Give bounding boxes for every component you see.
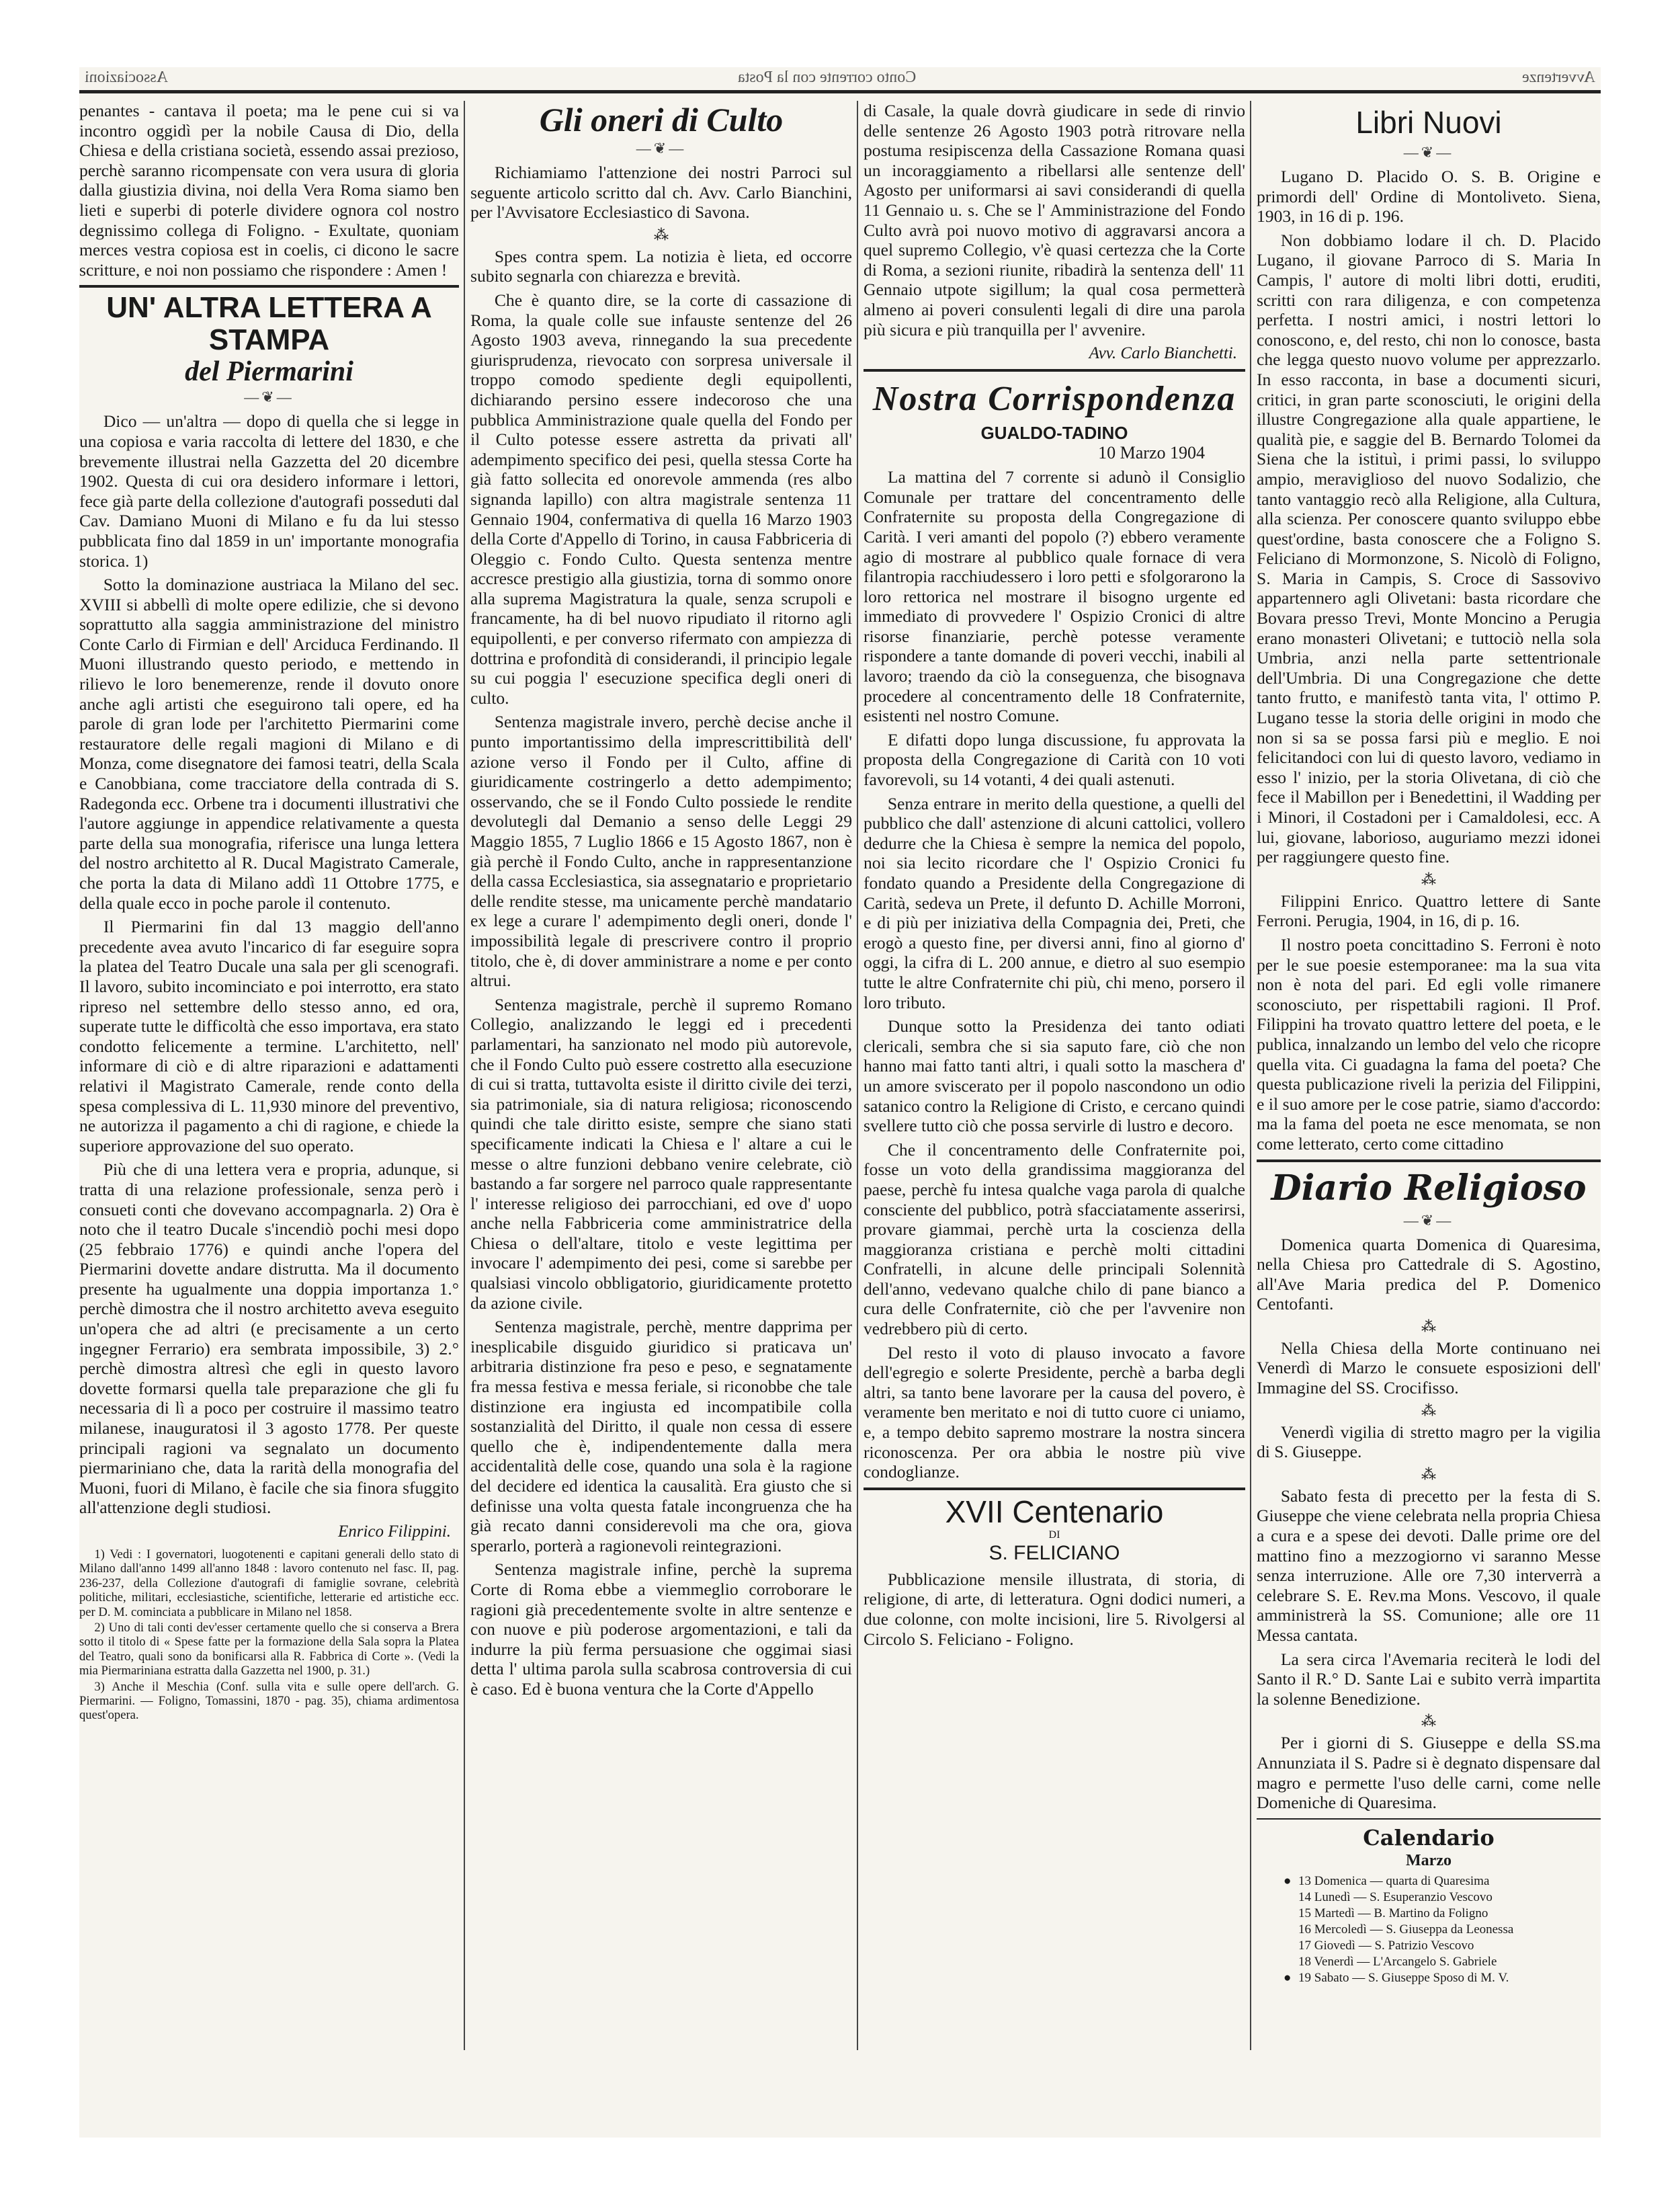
column-2 [470, 101, 852, 1703]
calendar-entry: 19 Sabato — S. Giuseppe Sposo di M. V. [1298, 1970, 1509, 1985]
column-3 [864, 101, 1245, 1653]
article-paragraph: Il Piermarini fin dal 13 maggio dell'anno precedente avea avuto l'incarico di far eseguire sopra la platea del Teatro Ducale una sala per gli scenografi. Il lavoro, subito incominciato e poi interrotto, era stato ripreso nel settembre dello stesso anno, ed ora, superate tutte le difficoltà che esso importava, era stato condotto felicemente a termine. L'architetto, nell' informare di ciò e di altre riparazioni e adattamenti relativi il Magistrato Camerale, rende conto della spesa complessiva di L. 11,930 minore del preventivo, ne autorizza il pagamento a chi di ragione, e chiede la superiore approvazione del suo operato. [79, 917, 459, 1155]
article-paragraph: Del resto il voto di plauso invocato a favore dell'egregio e solerte Presidente, perchè a barba degli altri, sa tanto bene lavorare per la causa del povero, è veramente ben meritato e noi di tutto cuore ci uniamo, e, a tempo debito sapremo mostrare la nostra sincera riconoscenza. Per ora abbia le nostre più vive condoglianze. [864, 1342, 1245, 1482]
article-intro: penantes - cantava il poeta; ma le pene cui si va incontro oggidì per la nobile Causa di Dio, della Chiesa e della cristiana società, essendo assai prezioso, perchè saranno ricompensate con vera usura di gloria dalla giustizia divina, noi della Vera Roma siamo ben lieti e superbi di poterle dividere ognora col nostro degnissimo collega di Foligno. - Exultate, quoniam merces vestra copiosa est in coelis, ci dicono le sacre scritture, e noi non possiamo che rispondere : Amen ! [79, 101, 459, 280]
article-paragraph: La mattina del 7 corrente si adunò il Consiglio Comunale per trattare del concentramento delle Confraternite su proposta della Congregazione di Carità. I veri amanti del popolo (?) ebbero veramente agio di mostrare al pubblico quale fornace di vera filantropia racchiudessero i loro petti e sfolgorarono la loro rettorica nel mostrare il bisogno urgente ed immediato di provvedere l' Ospizio Cronici di altre risorse finanziarie, perchè potesse veramente rispondere a tante domande di poveri vecchi, inabili al lavoro; traendo da ciò la conseguenza, che bisognava procedere al concentramento delle 18 Confraternite, esistenti nel nostro Comune. [864, 467, 1245, 726]
asterism: ⁂ [1421, 1713, 1436, 1730]
article-paragraph: Sentenza magistrale infine, perchè la suprema Corte di Roma ebbe a viemmeglio corroborare le ragioni già precedentemente svolte in altre sentenze e con nuove e più poderose argomentazioni, e tali da indurre la più ferma persuasione che oggimai siasi detta l' ultima parola sulla scabrosa controversia di cui è caso. Ed è buona ventura che la Corte d'Appello [470, 1559, 852, 1699]
calendar-entry: 14 Lunedì — S. Esuperanzio Vescovo [1298, 1889, 1493, 1904]
article-paragraph: Più che di una lettera vera e propria, adunque, si tratta di una relazione professionale, senza però i consueti conti che dovevano accompagnarla. 2) Ora è noto che il teatro Ducale s'incendiò pochi mesi dopo (25 febbraio 1776) e quindi anche l'opera del Piermarini dovette andare distrutta. Ma il documento presente ha ugualmente una doppia importanza 1.° perchè dimostra che il nostro architetto aveva eseguito un'opera che ad altri (e precisamente a un certo ingegner Ferrario) era sembrata impossibile, 3) 2.° perchè dimostra altresì che egli in questo lavoro dovette formarsi quella tale preparazione che gli fu necessaria di lì a poco per costruire il massimo teatro milanese, inauguratosi il 3 agosto 1778. Per queste principali ragioni va segnalato un documento piermariniano che, data la rarità della monografia del Muoni, fuori di Milano, è facile che sia finora sfuggito all'attenzione degli studiosi. [79, 1159, 459, 1518]
calendar-entry: 16 Mercoledì — S. Giuseppa da Leonessa [1298, 1922, 1514, 1937]
bullet-icon: ● [1284, 1873, 1292, 1888]
divider [79, 285, 459, 288]
centenary-name: S. FELICIANO [989, 1541, 1120, 1564]
article-signature: Enrico Filippini. [337, 1522, 451, 1541]
book-entry: Filippini Enrico. Quattro lettere di Sante Ferroni. Perugia, 1904, in 16, di p. 16. [1257, 891, 1601, 931]
centenary-title: XVII Centenario [945, 1494, 1164, 1529]
diario-item: Per i giorni di S. Giuseppe e della SS.ma Annunziata il S. Padre si è degnato dispensare dal magro e permette l'uso delle carni, come nelle Domeniche di Quaresima. [1257, 1733, 1601, 1813]
section-title: Libri Nuovi [1355, 105, 1502, 140]
diario-item: Sabato festa di precetto per la festa di S. Giuseppe che viene celebrata nella propria Chiesa a cura e a spese dei devoti. Dalle prime ore del mattino fino a mezzogiorno vi saranno Messe senza interruzione. Alle ore 7,30 interverrà a celebrare S. E. Rev.ma Mons. Vescovo, il quale amministrerà la SS. Comunione; alle ore 11 Messa cantata. [1257, 1485, 1601, 1645]
bullet-icon: ● [1284, 1970, 1292, 1985]
divider [864, 1488, 1245, 1490]
mirrored-masthead-strip [79, 67, 1601, 93]
article-paragraph: Dunque sotto la Presidenza dei tanto odiati clericali, sembra che si sia saputo fare, ciò che non hanno mai fatto tanti altri, i quali sotto la maschera d' un amore sviscerato per il popolo nascondono un odio satanico contro la Religione di Cristo, e cercano quindi svellere tutto ciò che possa servirle di lustro e decoro. [864, 1016, 1245, 1136]
asterism: ⁂ [654, 226, 669, 243]
footnote: 1) Vedi : I governatori, luogotenenti e capitani generali dello stato di Milano dall'anno 1499 all'anno 1848 : lavoro contenuto nel fasc. II, pag. 236-237, della Collezione d'autografi di famiglie sovrane, celebrità politiche, militari, ecclesiastiche, scientifiche, letterarie ed artistiche ecc. per D. M. cominciata a pubblicare in Milano nel 1858. [79, 1547, 459, 1619]
calendar-entry: 13 Domenica — quarta di Quaresima [1298, 1873, 1490, 1888]
asterism: ⁂ [1421, 870, 1436, 888]
article-paragraph: Dico — un'altra — dopo di quella che si legge in una copiosa e varia raccolta di lettere del 1830, e che brevemente illustrai nella Gazzetta del 20 dicembre 1902. Questa di cui ora desidero informare i lettori, fece già parte della collezione d'autografi posseduti dal Cav. Damiano Muoni di Milano e fu da lui stesso pubblicata fino dal 1859 in un' importante monografia storica. 1) [79, 411, 459, 571]
centenary-di: DI [1048, 1529, 1060, 1541]
book-review: Non dobbiamo lodare il ch. D. Placido Lugano, il giovane Parroco di S. Maria In Campis, l' autore di molti libri dotti, eruditi, scritti con rara diligenza, e con competenza perfetta. I nostri amici, i nostri lettori lo conoscono, e, del resto, chi non lo conosce, basta che legga questo nuovo volume per apprezzarlo. In esso racconta, in base a documenti sicuri, critici, in gran parte sconosciuti, le origini della illustre Congregazione alla quale appartiene, le qualità pie, e saggie del B. Bernardo Tolomei da Siena che la istituì, i primi passi, lo sviluppo ampio, meraviglioso del nuovo Sodalizio, che tanto vantaggio recò alla Religione, alla Cultura, alla scienza. Per conoscere quanto sviluppo ebbe quest'ordine, basta conoscere che a Foligno S. Feliciano di Mormonzone, S. Nicolò di Foligno, S. Maria in Campis, S. Croce di Sassovivo appartennero agli Olivetani: basta ricordare che Bovara presso Trevi, Monte Moncino a Perugia erano monasteri Olivetani; e tuttociò nella sola Umbria, anzi nella parte settentrionale dell'Umbria. Di una Congregazione che dette tanto frutto, e manifestò tanta vita, l' ottimo P. Lugano tesse la storia delle origini in modo che non si sa se possa farsi più e meglio. E noi felicitandoci con lui di questo lavoro, vediamo in esso l' inizio, per la storia Olivetana, di ciò che fece il Mabillon per i Benedettini, il Wadding per i Minori, il Costadoni per i Camaldolesi, ecc. A lui, giovane, laborioso, auguriamo mezzi idonei per raggiungere questo fine. [1257, 230, 1601, 867]
calendar-entry: 18 Venerdì — L'Arcangelo S. Gabriele [1298, 1954, 1497, 1969]
calendar-row [1284, 1970, 1601, 1986]
article-signature: Avv. Carlo Bianchetti. [1089, 344, 1237, 363]
column-rule [1250, 101, 1251, 2050]
book-review: Il nostro poeta concittadino S. Ferroni è noto per le sue poesie estemporanee: ma la sua vita non è nota del pari. Ed egli volle rimanere sconosciuto, per rispettabili ragioni. Il Prof. Filippini ha trovato quattro lettere del poeta, e le publica, innalzando un lembo del velo che ricopre quella vita. Ci guadagna la fama del poeta? Che questa publicazione riveli la perizia del Filippini, e il suo amore per le cose patrie, siamo d'accordo: ma la fama del poeta ne esce menomata, se non come letterato, certo come cittadino [1257, 934, 1601, 1153]
calendar-title: Calendario [1363, 1824, 1495, 1850]
column-4 [1257, 101, 1601, 1986]
article-subtitle: del Piermarini [185, 356, 353, 388]
ornament: —❦— [1403, 144, 1454, 161]
article-paragraph: Spes contra spem. La notizia è lieta, ed occorre subito segnarla con chiarezza e brevità. [470, 246, 852, 286]
calendar-entry: 15 Martedì — B. Martino da Foligno [1298, 1906, 1488, 1920]
footnote: 2) Uno di tali conti dev'esser certamente quello che si conserva a Brera sotto il titolo di « Spese fatte per la formazione della Sala sopra la Platea del Teatro, quali sono da bonificarsi alla R. Fabbrica di Corte ». (Vedi la mia Piermariniana estratta dalla Gazzetta nel 1900, p. 31.) [79, 1621, 459, 1678]
article-title: Gli oneri di Culto [539, 101, 784, 138]
mirror-left-text: Associazioni [85, 69, 168, 86]
diario-item: La sera circa l'Avemaria reciterà le lodi del Santo il R.° D. Sante Lai e subito verrà impartita la solenne Benedizione. [1257, 1649, 1601, 1709]
column-rule [464, 101, 465, 2050]
calendar-row [1284, 1954, 1601, 1970]
article-title: UN' ALTRA LETTERA A STAMPA [106, 291, 432, 357]
divider [1257, 1818, 1601, 1820]
section-title: Diario Religioso [1271, 1167, 1587, 1209]
ornament: —❦— [244, 389, 294, 406]
article-paragraph: E difatti dopo lunga discussione, fu approvata la proposta della Congregazione di Carità con 10 voti favorevoli, su 14 votanti, 4 dei quali astenuti. [864, 729, 1245, 790]
calendar-row [1284, 1922, 1601, 1938]
ornament: —❦— [636, 140, 687, 157]
article-paragraph: Senza entrare in merito della questione, a quelli del pubblico che dall' astenzione di alcuni cattolici, vollero dedurre che la Chiesa è sempre la nemica del popolo, noi sia lecito ricordare che l' Ospizio Cronici fu fondato quando a Presidente della Congregazione di Carità, sedeva un Prete, il defunto D. Achille Morroni, e di più per iniziativa della Compagnia dei, Preti, che erogò a questo fine, per diversi anni, fino al giorno d' oggi, la cifra di L. 200 annue, e dietro al suo esempio tutte le altre Confraternite chi più, chi meno, porsero il loro tributo. [864, 793, 1245, 1012]
article-paragraph: Sentenza magistrale, perchè, mentre dapprima per inesplicabile disguido giuridico si praticava un' arbitraria distinzione fra peso e peso, e segnatamente fra messa festiva e messa feriale, si riconobbe che tale distinzione era ingiusta ed incompatibile colla sostanzialità del Diritto, il quale non cessa di essere quello che è, indipendentemente dalla mera accidentalità delle cose, quando una sola è la ragione del decidere ed identica la causalità. Era giusto che si definisse una volta questa fatale incongruenza che ha già recato danni considerevoli ma che ora, giova sperarlo, porterà a ragionevoli reintegrazioni. [470, 1317, 852, 1555]
column-rule [857, 101, 858, 2050]
calendar-month: Marzo [1406, 1851, 1452, 1869]
dateline-place: GUALDO-TADINO [980, 423, 1128, 444]
diario-item: Nella Chiesa della Morte continuano nei Venerdì di Marzo le consuete esposizioni dell' Immagine del SS. Crocifisso. [1257, 1338, 1601, 1398]
calendar-entry: 17 Giovedì — S. Patrizio Vescovo [1298, 1938, 1474, 1953]
asterism: ⁂ [1421, 1401, 1436, 1419]
diario-item: Domenica quarta Domenica di Quaresima, nella Chiesa pro Cattedrale di S. Agostino, all'Ave Maria predica del P. Domenico Centofanti. [1257, 1234, 1601, 1314]
calendar-row [1284, 1938, 1601, 1954]
diario-item: Venerdì vigilia di stretto magro per la vigilia di S. Giuseppe. [1257, 1422, 1601, 1462]
centenary-text: Pubblicazione mensile illustrata, di storia, di religione, di arte, di letteratura. Ogni dodici numeri, a due colonne, con molte incisioni, lire 5. Rivolgersi al Circolo S. Feliciano - Foligno. [864, 1569, 1245, 1649]
ornament: —❦— [1403, 1211, 1454, 1229]
article-paragraph: Che è quanto dire, se la corte di cassazione di Roma, la quale colle sue infauste sentenze del 26 Agosto 1903 aveva, rinnegando la sua precedente giurisprudenza, rievocato con sorpresa universale il troppo comodo spediente degli equipollenti, dichiarando persino essere indecoroso che una pubblica Amministrazione quale quella del Fondo per il Culto potesse essere astretta da privati all' adempimento specifico dei pesi, quella stessa Corte ha già fatto sollecita ed onorevole ammenda (res albo signanda lapillo) con altra magistrale sentenza 11 Gennaio 1904, confermativa di quella 16 Marzo 1903 della Corte d'Appello di Torino, in causa Fabbriceria di Oleggio c. Fondo Culto. Questa sentenza mentre accresce prestigio alla giustizia, torna di sommo onore alla suprema Magistratura la quale, senza scrupoli e francamente, ha di bel nuovo ripudiato il ritorno agli equipollenti, e per converso rifermato con ampiezza di dottrina e profondità di considerandi, il principio legale su cui poggia l' esecuzione specifica degli oneri di culto. [470, 290, 852, 708]
article-paragraph: Sentenza magistrale, perchè il supremo Romano Collegio, analizzando le leggi ed i precedenti parlamentari, ha sanzionato nel modo più autorevole, che il Fondo Culto può essere costretto alla esecuzione di cui si tratta, tuttavolta esiste il diritto civile dei terzi, sia patrimoniale, sia di natura religiosa; riconoscendo quindi che tale diritto esiste, sempre che siano stati specificamente indicati la Chiesa e l' altare a cui le messe o altre funzioni debbano venire celebrate, ciò bastando a far sorgere nel parroco quale rappresentante l' interesse religioso dei parrocchiani, ed ove d' uopo anche nella Fabbriceria come amministratrice della Chiesa o dell'altare, titolo e veste legittima per invocare l' adempimento dei pesi, come si sarebbe per qualsiasi vincolo obbligatorio, giuridicamente protetto da azione civile. [470, 994, 852, 1313]
article-continuation: di Casale, la quale dovrà giudicare in sede di rinvio delle sentenze 26 Agosto 1903 potrà ritrovare nella postuma resipiscenza della Cassazione Romana quasi un incoraggiamento a ribellarsi alle sentenze dell' Agosto per uniformarsi ai savi considerandi di quella 11 Gennaio u. s. Che se l' Amministrazione del Fondo Culto avrà poi nuovo motivo di aggravarsi ancora a quel supremo Collegio, v'è quasi certezza che la Corte di Roma, a sezioni riunite, ribadirà la sentenza dell' 11 Gennaio utpote sigillum; la qual cosa permetterà almeno ai poveri consulenti legali di dire una parola più sicura e più tranquilla per l' avvenire. [864, 101, 1245, 339]
article-paragraph: Sentenza magistrale invero, perchè decise anche il punto importantissimo della imprescrittibilità dell' azione verso il Fondo per il Culto, affine di giuridicamente costringerlo a detto adempimento; osservando, che se il Fondo Culto possiede le rendite devolutegli dal Demanio a senso delle Leggi 29 Maggio 1855, 7 Luglio 1866 e 15 Agosto 1867, non è già perchè il Fondo Culto, anche in rappresentanzione della cassa Ecclesiastica, sia assegnatario e proprietario delle rendite stesse, ma unicamente perchè mandatario ex lege a curare l' adempimento degli oneri, donde l' impossibilità legale di prescrivere contro il proprio titolo, che è, di dover amministrare a nome e per conto altrui. [470, 712, 852, 991]
asterism: ⁂ [1421, 1317, 1436, 1335]
article-paragraph: Che il concentramento delle Confraternite poi, fosse un voto della grandissima maggioranza del paese, perchè fu intesa qualche vaga parola di qualche consciente del pubblico, potrà sfacciatamente asserirsi, provare giammai, perchè urta la coscienza della maggioranza cristiana e perchè molti cittadini Confratelli, in alcune delle principali Solennità dell'anno, vedevano qualche chilo di pane bianco a cura delle Confraternite, ciò che per l'avvenire non vedrebbero più di certo. [864, 1139, 1245, 1339]
calendar-row [1284, 1889, 1601, 1906]
article-paragraph: Sotto la dominazione austriaca la Milano del sec. XVIII si abbellì di molte opere edilizie, che si devono soprattutto alla saggia amministrazione del ministro Conte Carlo di Firmian e dell' Arciduca Ferdinando. Il Muoni illustrando questo periodo, e mettendo in rilievo le loro benemerenze, rende il dovuto onore anche agli artisti che eseguirono tali opere, ed ha parole di gran lode per l'architetto Piermarini come restauratore delle regali magioni di Milano e di Monza, come disegnatore dei famosi teatri, della Scala e Canobbiana, come tracciatore della contrada di S. Radegonda ecc. Orbene tra i documenti illustrativi che l'autore aggiunge in appendice relativamente a questa parte della sua monografia, riferisce una lunga lettera del nostro architetto al R. Ducal Magistrato Camerale, che porta la data di Milano addì 11 Ottobre 1775, e della quale ecco in poche parole il contenuto. [79, 575, 459, 913]
divider [864, 369, 1245, 372]
calendar-row [1284, 1873, 1601, 1889]
article-paragraph: Richiamiamo l'attenzione dei nostri Parroci sul seguente articolo scritto dal ch. Avv. Carlo Bianchini, per l'Avvisatore Ecclesiastico di Savona. [470, 163, 852, 222]
mirror-right-text: Avvertenze [1522, 69, 1595, 86]
correspondence-banner: Nostra Corrispondenza [872, 380, 1236, 419]
mirror-center-text: Conto corrente con la Posta [738, 69, 917, 86]
column-1 [79, 101, 459, 1724]
asterism: ⁂ [1421, 1465, 1436, 1483]
divider [1257, 1159, 1601, 1162]
book-entry: Lugano D. Placido O. S. B. Origine e primordi dell' Ordine di Montoliveto. Siena, 1903, in 16 di p. 196. [1257, 167, 1601, 227]
calendar-row [1284, 1906, 1601, 1922]
footnote: 3) Anche il Meschia (Conf. sulla vita e sulle opere dell'arch. G. Piermarini. — Foligno, Tomassini, 1870 - pag. 35), chiama ardimentosa quest'opera. [79, 1679, 459, 1723]
dateline-date: 10 Marzo 1904 [1098, 443, 1205, 463]
